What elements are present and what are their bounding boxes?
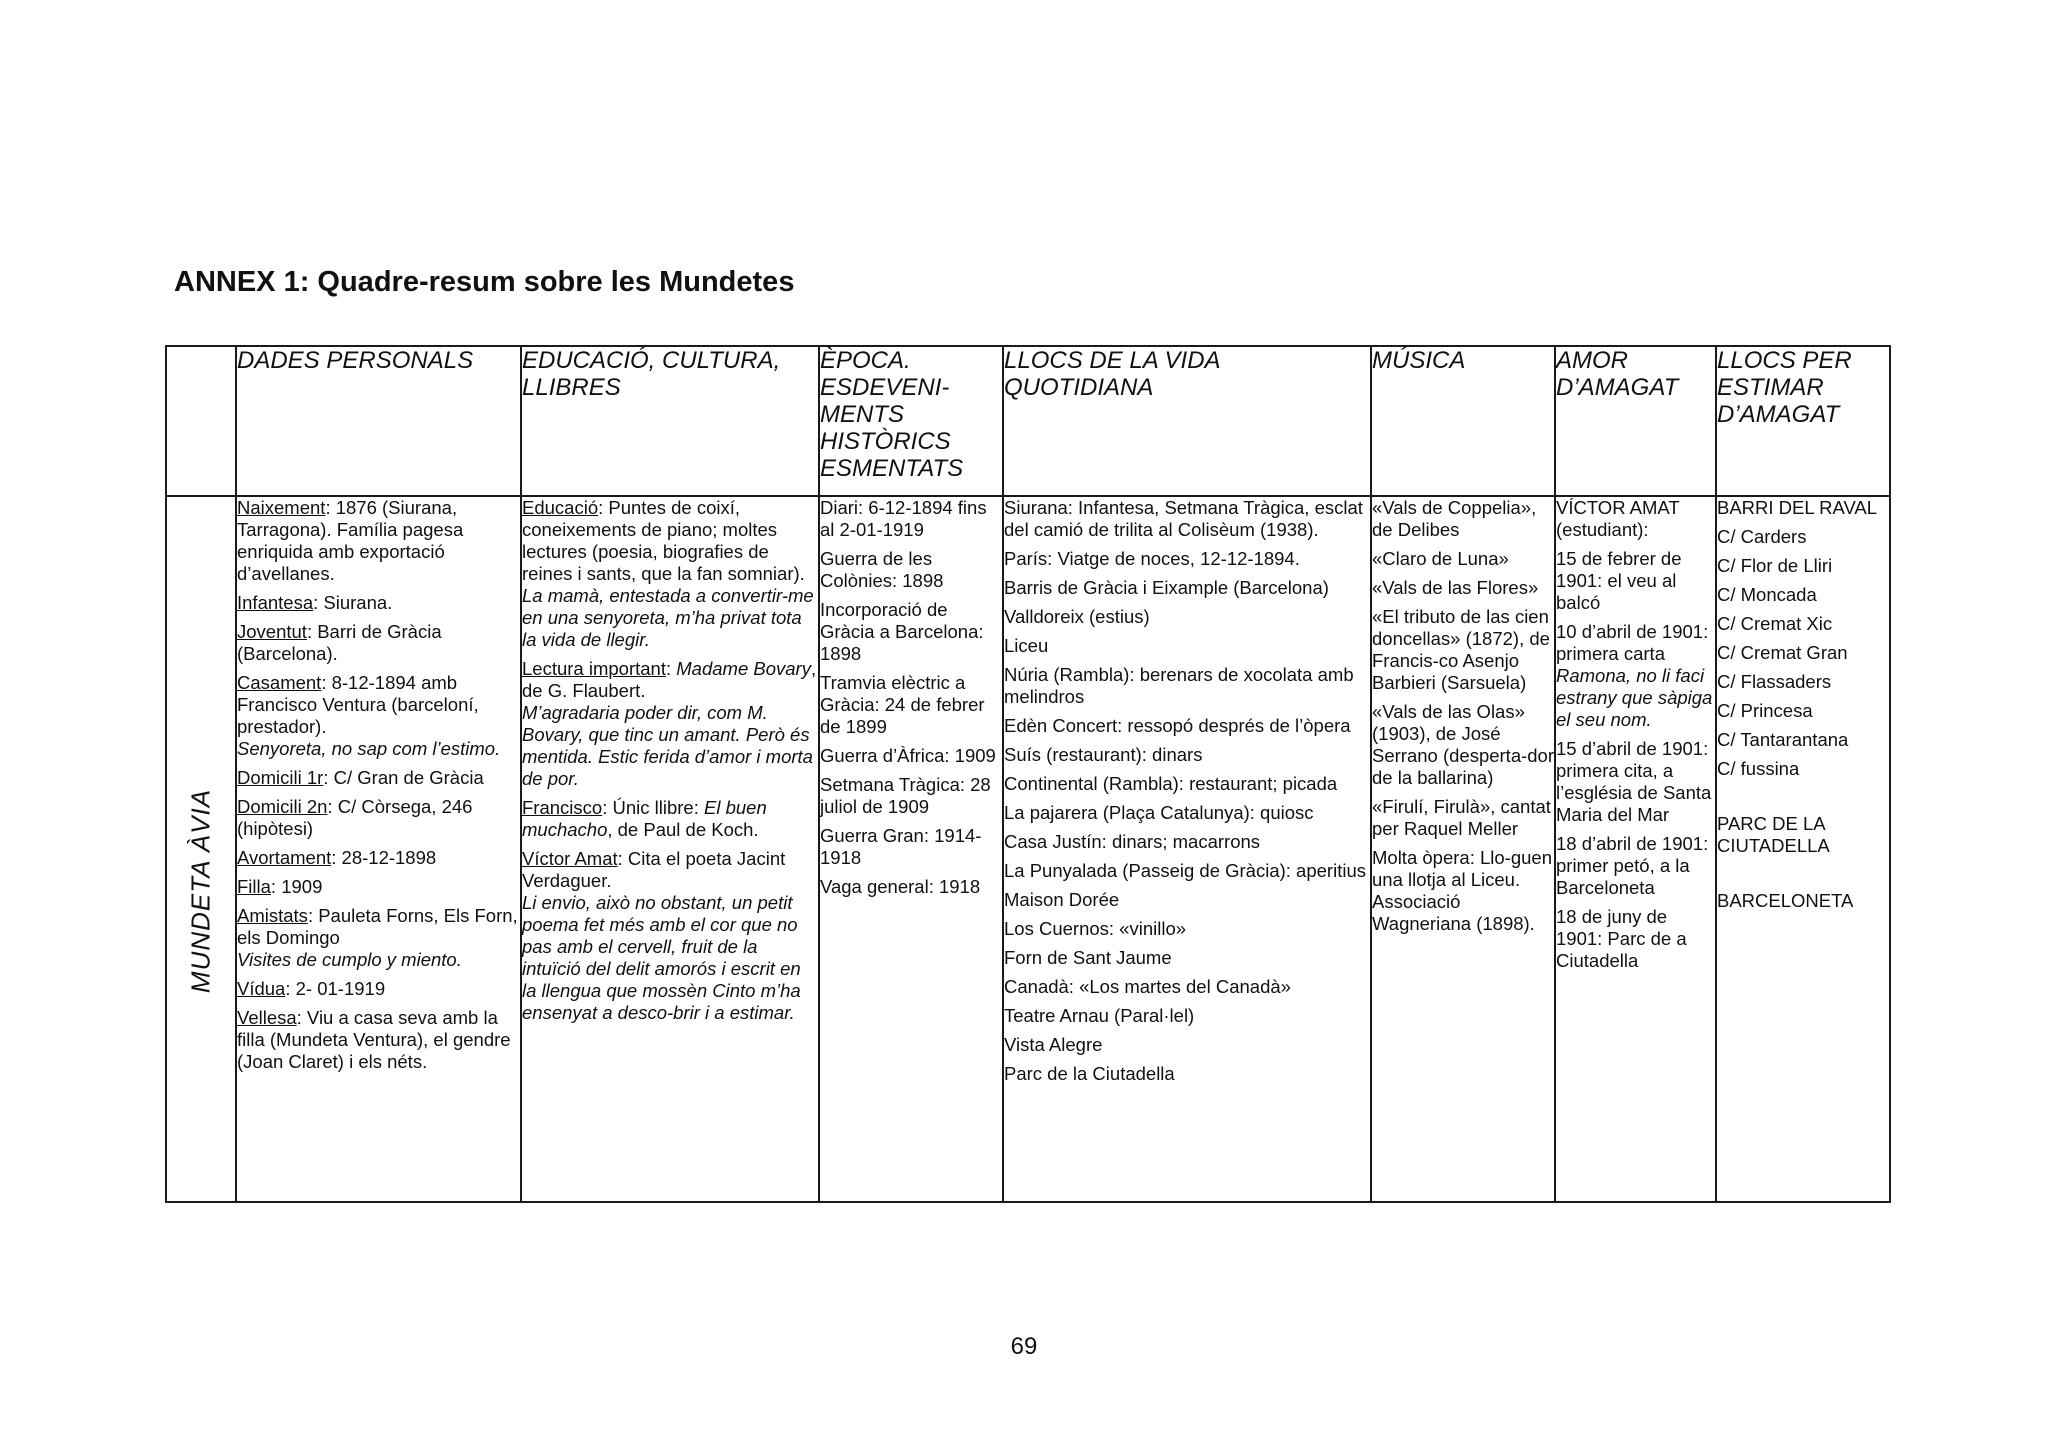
- list-item: C/ Moncada: [1717, 584, 1817, 605]
- list-item: C/ fussina: [1717, 758, 1800, 779]
- summary-table: [165, 345, 1891, 1203]
- list-item: 15 d’abril de 1901: primera cita, a l’església de Santa Maria del Mar: [1556, 738, 1712, 825]
- row-label: MUNDETA ÀVIA: [185, 789, 216, 994]
- list-item: C/ Flor de Lliri: [1717, 555, 1833, 576]
- entry-victor-amat: Víctor Amat: Cita el poeta Jacint Verdaguer.: [522, 848, 786, 891]
- list-item: Canadà: «Los martes del Canadà»: [1004, 976, 1291, 997]
- list-item: Suís (restaurant): dinars: [1004, 744, 1203, 765]
- list-item: Setmana Tràgica: 28 juliol de 1909: [820, 774, 991, 817]
- list-item: Guerra Gran: 1914-1918: [820, 825, 982, 868]
- entry-amistats: Amistats: Pauleta Forns, Els Forn, els Domingo Visites de cumplo y miento.: [237, 905, 518, 970]
- list-item: C/ Flassaders: [1717, 671, 1832, 692]
- entry-domicili-1r: Domicili 1r: C/ Gran de Gràcia: [237, 767, 484, 788]
- entry-joventut: Joventut: Barri de Gràcia (Barcelona).: [237, 621, 442, 664]
- entry-francisco: Francisco: Únic llibre: El buen muchacho, de Paul de Koch.: [522, 797, 767, 840]
- header-musica: MÚSICA: [1371, 346, 1555, 496]
- list-item: VÍCTOR AMAT (estudiant):: [1556, 497, 1680, 540]
- list-item: Casa Justín: dinars; macarrons: [1004, 831, 1261, 852]
- header-amor: AMOR D’AMAGAT: [1555, 346, 1716, 496]
- list-item: Barris de Gràcia i Eixample (Barcelona): [1004, 577, 1329, 598]
- header-llocs: LLOCS DE LA VIDA QUOTIDIANA: [1003, 346, 1371, 496]
- quote-victor-amat: Li envio, això no obstant, un petit poema fet més amb el cor que no pas amb el cervell, fruit de la intuïció del delit amorós i escrit en la llengua que mossèn Cinto m’ha ensenyat a desco-brir i a estimar.: [522, 892, 801, 1023]
- list-item: Los Cuernos: «vinillo»: [1004, 918, 1187, 939]
- entry-infantesa: Infantesa: Siurana.: [237, 592, 393, 613]
- cell-epoca: [819, 496, 1003, 1202]
- quote-amor: Ramona, no li faci estrany que sàpiga el seu nom.: [1556, 665, 1713, 730]
- list-item: Liceu: [1004, 635, 1049, 656]
- list-item: Diari: 6-12-1894 fins al 2-01-1919: [820, 497, 987, 540]
- list-item: Teatre Arnau (Paral·lel): [1004, 1005, 1195, 1026]
- cell-llocs: [1003, 496, 1371, 1202]
- list-item: 18 de juny de 1901: Parc de a Ciutadella: [1556, 906, 1687, 971]
- list-item: «Vals de las Flores»: [1372, 577, 1539, 598]
- entry-educacio: Educació: Puntes de coixí, coneixements de piano; moltes lectures (poesia, biografies de reines i sants, que la fan somniar).: [522, 497, 805, 584]
- list-item: Siurana: Infantesa, Setmana Tràgica, esclat del camió de trilita al Colisèum (1938).: [1004, 497, 1363, 540]
- quote-lectura: M’agradaria poder dir, com M. Bovary, que tinc un amant. Però és mentida. Estic ferida d’amor i morta de por.: [522, 702, 813, 789]
- page-number: 69: [1010, 1333, 1038, 1360]
- header-epoca: ÈPOCA. ESDEVENI- MENTS HISTÒRICS ESMENTATS: [819, 346, 1003, 496]
- entry-vidua: Vídua: 2- 01-1919: [237, 978, 386, 999]
- list-item: Molta òpera: Llo-guen una llotja al Liceu. Associació Wagneriana (1898).: [1372, 847, 1552, 934]
- place-barceloneta: BARCELONETA: [1717, 890, 1854, 911]
- header-llocs-estimar: LLOCS PER ESTIMAR D’AMAGAT: [1716, 346, 1890, 496]
- list-item: Guerra d’Àfrica: 1909: [820, 745, 996, 766]
- header-educacio: EDUCACIÓ, CULTURA, LLIBRES: [521, 346, 819, 496]
- entry-avortament: Avortament: 28-12-1898: [237, 847, 437, 868]
- list-item: 18 d’abril de 1901: primer petó, a la Barceloneta: [1556, 833, 1709, 898]
- list-item: «Claro de Luna»: [1372, 548, 1509, 569]
- row-mundeta-avia: [166, 496, 1890, 1202]
- spacer: [1717, 787, 1889, 813]
- entry-vellesa: Vellesa: Viu a casa seva amb la filla (Mundeta Ventura), el gendre (Joan Claret) i els néts.: [237, 1007, 511, 1072]
- spacer: [1717, 864, 1889, 890]
- list-item: Incorporació de Gràcia a Barcelona: 1898: [820, 599, 984, 664]
- list-item: Tramvia elèctric a Gràcia: 24 de febrer de 1899: [820, 672, 985, 737]
- row-label-cell: [166, 496, 236, 1202]
- entry-domicili-2n: Domicili 2n: C/ Còrsega, 246 (hipòtesi): [237, 796, 473, 839]
- list-item: Valldoreix (estius): [1004, 606, 1150, 627]
- list-item: Vista Alegre: [1004, 1034, 1103, 1055]
- list-item: Guerra de les Colònies: 1898: [820, 548, 944, 591]
- list-item: La pajarera (Plaça Catalunya): quiosc: [1004, 802, 1314, 823]
- entry-naixement: Naixement: 1876 (Siurana, Tarragona). Família pagesa enriquida amb exportació d’avellanes.: [237, 497, 464, 584]
- entry-filla: Filla: 1909: [237, 876, 323, 897]
- list-item: C/ Tantarantana: [1717, 729, 1849, 750]
- cell-musica: [1371, 496, 1555, 1202]
- list-item: París: Viatge de noces, 12-12-1894.: [1004, 548, 1300, 569]
- cell-amor: [1555, 496, 1716, 1202]
- list-item: C/ Cremat Xic: [1717, 613, 1833, 634]
- list-item: 15 de febrer de 1901: el veu al balcó: [1556, 548, 1682, 613]
- header-corner: [166, 346, 236, 496]
- cell-llocs-estimar: [1716, 496, 1890, 1202]
- list-item: Maison Dorée: [1004, 889, 1120, 910]
- list-item: Edèn Concert: ressopó després de l’òpera: [1004, 715, 1351, 736]
- list-item: «Vals de Coppelia», de Delibes: [1372, 497, 1537, 540]
- list-item: «El tributo de las cien doncellas» (1872), de Francis-co Asenjo Barbieri (Sarsuela): [1372, 606, 1550, 693]
- list-item: Núria (Rambla): berenars de xocolata amb melindros: [1004, 664, 1354, 707]
- list-item: C/ Cremat Gran: [1717, 642, 1848, 663]
- cell-dades-personals: [236, 496, 521, 1202]
- cell-educacio: [521, 496, 819, 1202]
- entry-lectura: Lectura important: Madame Bovary, de G. Flaubert.: [522, 658, 817, 701]
- page-title: ANNEX 1: Quadre-resum sobre les Mundetes: [174, 266, 795, 298]
- list-item: «Vals de las Olas» (1903), de José Serrano (desperta-dor de la ballarina): [1372, 701, 1555, 788]
- list-item: Parc de la Ciutadella: [1004, 1063, 1175, 1084]
- place-parc-ciutadella: PARC DE LA CIUTADELLA: [1717, 813, 1830, 856]
- list-item: La Punyalada (Passeig de Gràcia): aperitius: [1004, 860, 1366, 881]
- entry-casament: Casament: 8-12-1894 amb Francisco Ventura (barceloní, prestador). Senyoreta, no sap com l’estimo.: [237, 672, 501, 759]
- list-item: 10 d’abril de 1901: primera carta: [1556, 621, 1709, 664]
- header-row: [166, 346, 1890, 496]
- quote-educacio: La mamà, entestada a convertir-me en una senyoreta, m’ha privat tota la vida de llegir.: [522, 585, 814, 650]
- list-item: Vaga general: 1918: [820, 876, 981, 897]
- list-item: C/ Princesa: [1717, 700, 1813, 721]
- place-barri-raval: BARRI DEL RAVAL: [1717, 497, 1878, 518]
- list-item: C/ Carders: [1717, 526, 1807, 547]
- header-dades-personals: DADES PERSONALS: [236, 346, 521, 496]
- list-item: Continental (Rambla): restaurant; picada: [1004, 773, 1338, 794]
- list-item: «Firulí, Firulà», cantat per Raquel Meller: [1372, 796, 1551, 839]
- list-item: Forn de Sant Jaume: [1004, 947, 1172, 968]
